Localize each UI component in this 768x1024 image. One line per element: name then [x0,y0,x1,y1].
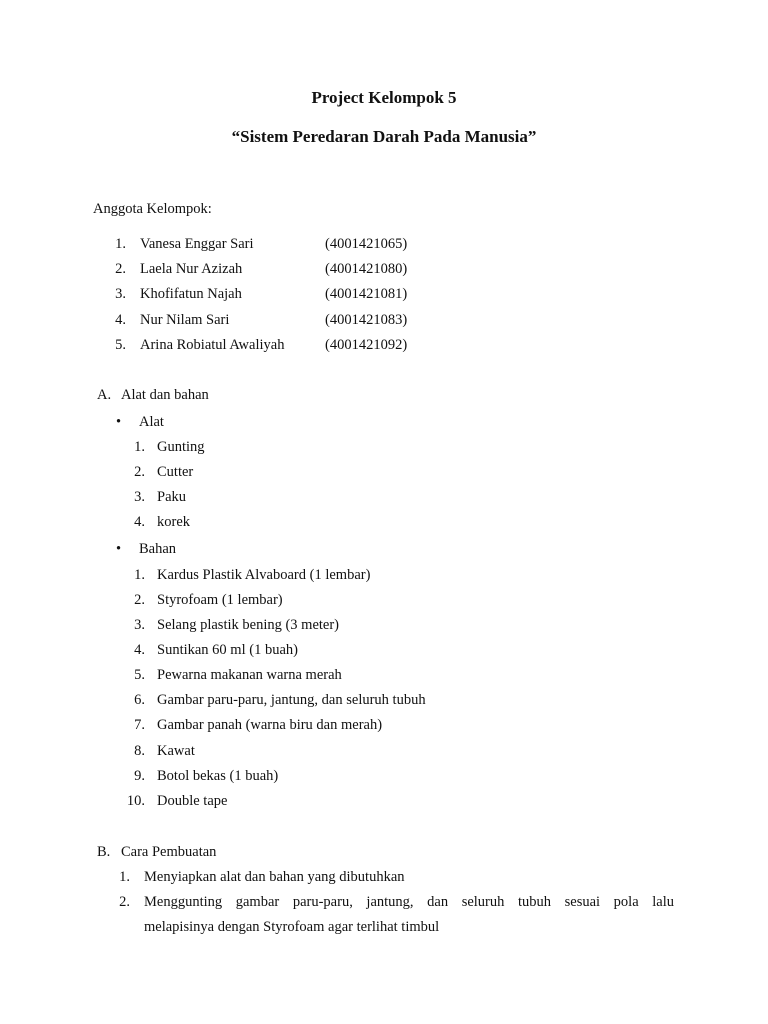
member-number: 1. [115,236,126,252]
list-item: Gambar panah (warna biru dan merah) [157,717,383,733]
list-item-number: 2. [134,464,145,480]
list-item: Pewarna makanan warna merah [157,667,342,683]
list-item-number: 8. [134,743,145,759]
member-number: 4. [115,312,126,328]
page-subtitle: “Sistem Peredaran Darah Pada Manusia” [231,127,537,146]
list-item: Styrofoam (1 lembar) [157,592,283,608]
list-item: Cutter [157,464,194,480]
list-item-number: 4. [134,642,145,658]
step-text: Menggunting gambar paru-paru, jantung, dan seluruh tubuh sesuai pola lalu [144,894,674,910]
list-item: Suntikan 60 ml (1 buah) [157,642,298,658]
member-id: (4001421080) [325,261,408,277]
section-a-letter: A. [97,387,112,403]
list-item: Botol bekas (1 buah) [157,768,279,784]
page-title: Project Kelompok 5 [311,88,457,107]
list-item-number: 9. [134,768,145,784]
list-item-number: 1. [134,567,145,583]
bullet-icon: • [116,414,122,430]
section-b-letter: B. [97,844,111,860]
member-name: Laela Nur Azizah [140,261,243,277]
list-item: Kawat [157,743,195,759]
step-text: Menyiapkan alat dan bahan yang dibutuhkan [144,869,405,885]
alat-label: Alat [139,414,164,430]
list-item-number: 3. [134,489,145,505]
member-id: (4001421081) [325,286,408,302]
list-item: Paku [157,489,186,505]
step-number: 1. [119,869,130,885]
step-text-continued: melapisinya dengan Styrofoam agar terlihat timbul [144,919,440,935]
member-name: Khofifatun Najah [140,286,242,302]
member-name: Vanesa Enggar Sari [140,236,254,252]
bahan-label: Bahan [139,541,177,557]
member-number: 3. [115,286,126,302]
bullet-icon: • [116,541,122,557]
list-item-number: 7. [134,717,145,733]
list-item: Double tape [157,793,228,809]
member-id: (4001421065) [325,236,408,252]
list-item: Gunting [157,439,205,455]
list-item-number: 10. [126,793,145,809]
list-item: Selang plastik bening (3 meter) [157,617,340,633]
section-b-heading: Cara Pembuatan [121,844,217,860]
list-item: Gambar paru-paru, jantung, dan seluruh tubuh [157,692,426,708]
list-item-number: 1. [134,439,145,455]
list-item: korek [157,514,191,530]
list-item-number: 4. [134,514,145,530]
section-a-heading: Alat dan bahan [121,387,209,403]
member-number: 2. [115,261,126,277]
member-id: (4001421092) [325,337,408,353]
list-item-number: 6. [134,692,145,708]
member-number: 5. [115,337,126,353]
list-item-number: 2. [134,592,145,608]
member-name: Arina Robiatul Awaliyah [140,337,285,353]
member-name: Nur Nilam Sari [140,312,230,328]
step-number: 2. [119,894,130,910]
list-item: Kardus Plastik Alvaboard (1 lembar) [157,567,371,583]
list-item-number: 3. [134,617,145,633]
members-heading: Anggota Kelompok: [93,201,212,217]
list-item-number: 5. [134,667,145,683]
member-id: (4001421083) [325,312,408,328]
